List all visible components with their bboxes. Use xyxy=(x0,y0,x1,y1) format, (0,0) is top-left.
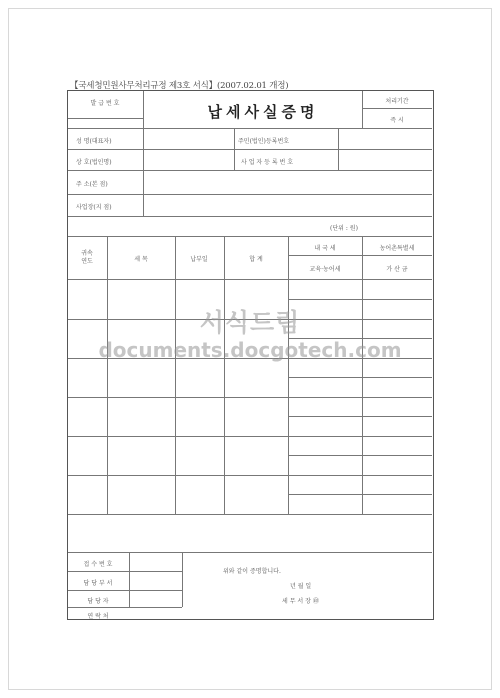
national-tax-header: 내 국 세 xyxy=(314,245,336,252)
department-label: 담 당 부 서 xyxy=(83,580,113,587)
col-line xyxy=(362,236,363,514)
workplace-label: 사업장(지 점) xyxy=(76,204,112,211)
col-line xyxy=(338,128,339,170)
row-line xyxy=(68,216,432,217)
education-tax-header: 교육·농어세 xyxy=(309,266,341,273)
trade-name-label: 상 호(법인명) xyxy=(76,159,112,166)
col-line xyxy=(234,128,235,170)
business-number-label: 사 업 자 등 록 번 호 xyxy=(241,159,294,166)
row-line xyxy=(288,299,432,300)
processing-period-label: 처리기간 xyxy=(385,98,409,105)
row-line xyxy=(68,279,432,280)
payment-date-header: 납부일 xyxy=(190,256,208,263)
row-line xyxy=(68,236,432,237)
watermark-title: 서식드림 xyxy=(199,308,301,337)
col-line xyxy=(107,236,108,514)
name-rep-label: 성 명(대표자) xyxy=(76,138,112,145)
row-line xyxy=(68,149,432,150)
officer-label: 담 당 자 xyxy=(87,598,109,605)
certify-statement: 위와 같이 증명합니다. xyxy=(223,568,281,575)
tax-year-header: 귀속연도 xyxy=(81,250,93,265)
row-line xyxy=(288,455,432,456)
total-header: 합 계 xyxy=(249,256,263,263)
row-line xyxy=(288,377,432,378)
row-line xyxy=(68,514,432,515)
row-line xyxy=(288,255,432,256)
receipt-number-label: 접 수 번 호 xyxy=(83,561,113,568)
surcharge-header: 가 산 금 xyxy=(386,266,408,273)
col-line xyxy=(143,128,144,216)
unit-label: (단위 : 원) xyxy=(330,225,358,232)
col-line xyxy=(175,236,176,514)
issue-number-label: 발 급 번 호 xyxy=(90,100,120,107)
row-line xyxy=(68,571,182,572)
row-line xyxy=(362,108,432,109)
row-line xyxy=(68,552,432,553)
form-caption: 【국세청민원사무처리규정 제3호 서식】(2007.02.01 개정) xyxy=(70,81,289,91)
row-line xyxy=(288,416,432,417)
watermark-url: documents.docgotech.com xyxy=(98,338,402,362)
date-line: 년 월 일 xyxy=(290,583,312,590)
col-line xyxy=(143,91,144,128)
row-line xyxy=(288,494,432,495)
row-line xyxy=(68,194,432,195)
row-line xyxy=(68,118,143,119)
row-line xyxy=(68,436,432,437)
col-line xyxy=(362,91,363,128)
col-line xyxy=(224,236,225,514)
row-line xyxy=(68,607,182,608)
row-line xyxy=(68,128,432,129)
office-head-seal: 세 무 서 장 ㊞ xyxy=(282,598,319,605)
contact-label: 연 락 처 xyxy=(87,613,109,620)
row-line xyxy=(68,170,432,171)
col-line xyxy=(288,236,289,514)
row-line xyxy=(68,590,182,591)
processing-period-value: 즉 시 xyxy=(390,117,404,124)
col-line xyxy=(129,552,130,607)
row-line xyxy=(68,475,432,476)
col-line xyxy=(182,552,183,607)
form-title: 납세사실증명 xyxy=(207,103,319,121)
tax-item-header: 세 목 xyxy=(134,256,148,263)
special-tax-header: 농어촌특별세 xyxy=(379,245,415,252)
resident-number-label: 주민(법인)등록번호 xyxy=(238,138,290,145)
row-line xyxy=(68,397,432,398)
address-label: 주 소(본 점) xyxy=(76,181,108,188)
